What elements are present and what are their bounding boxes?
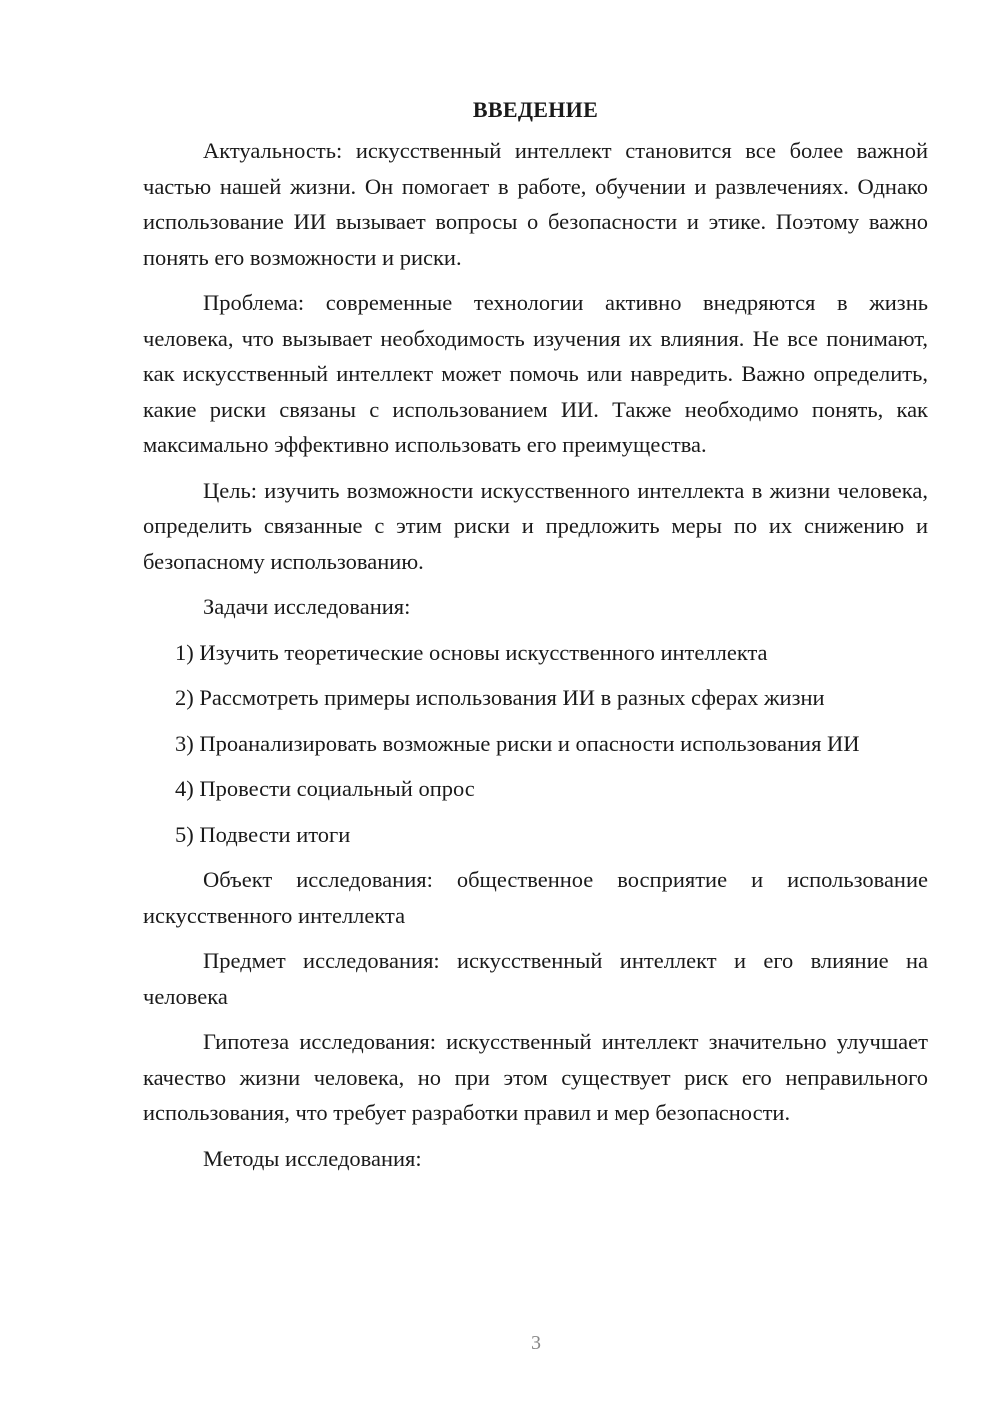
task-item-1: 1) Изучить теоретические основы искусственного интеллекта bbox=[175, 639, 768, 665]
task-item-2: 2) Рассмотреть примеры использования ИИ в разных сферах жизни bbox=[175, 685, 825, 710]
paragraph-relevance: Актуальность: искусственный интеллект становится все более важной частью нашей жизни. Он помогает в работе, обучении и развлечениях. Однако использование ИИ вызывает вопросы о безопасности и этике. Поэтому важно понять его возможности и риски. bbox=[143, 138, 928, 270]
paragraph-subject: Предмет исследования: искусственный интеллект и его влияние на человека bbox=[143, 948, 928, 1009]
task-item-4: 4) Провести социальный опрос bbox=[175, 776, 475, 801]
paragraph-hypothesis: Гипотеза исследования: искусственный интеллект значительно улучшает качество жизни человека, но при этом существует риск его неправильного использования, что требует разработки правил и мер безопасности. bbox=[143, 1029, 928, 1125]
methods-heading: Методы исследования: bbox=[203, 1145, 422, 1171]
task-item-5: 5) Подвести итоги bbox=[175, 821, 351, 847]
page-number: 3 bbox=[531, 1332, 541, 1354]
paragraph-object: Объект исследования: общественное восприятие и использование искусственного интеллекта bbox=[143, 867, 928, 928]
document-page bbox=[143, 92, 928, 1186]
task-item-3: 3) Проанализировать возможные риски и опасности использования ИИ bbox=[175, 730, 860, 756]
paragraph-problem: Проблема: современные технологии активно внедряются в жизнь человека, что вызывает необходимость изучения их влияния. Не все понимают, как искусственный интеллект может помочь или навредить. Важно определить, какие риски связаны с использованием ИИ. Также необходимо понять, как максимально эффективно использовать его преимущества. bbox=[143, 290, 928, 457]
tasks-heading: Задачи исследования: bbox=[203, 594, 411, 619]
page-title: ВВЕДЕНИЕ bbox=[472, 97, 599, 122]
paragraph-goal: Цель: изучить возможности искусственного интеллекта в жизни человека, определить связанные с этим риски и предложить меры по их снижению и безопасному использованию. bbox=[143, 477, 928, 574]
